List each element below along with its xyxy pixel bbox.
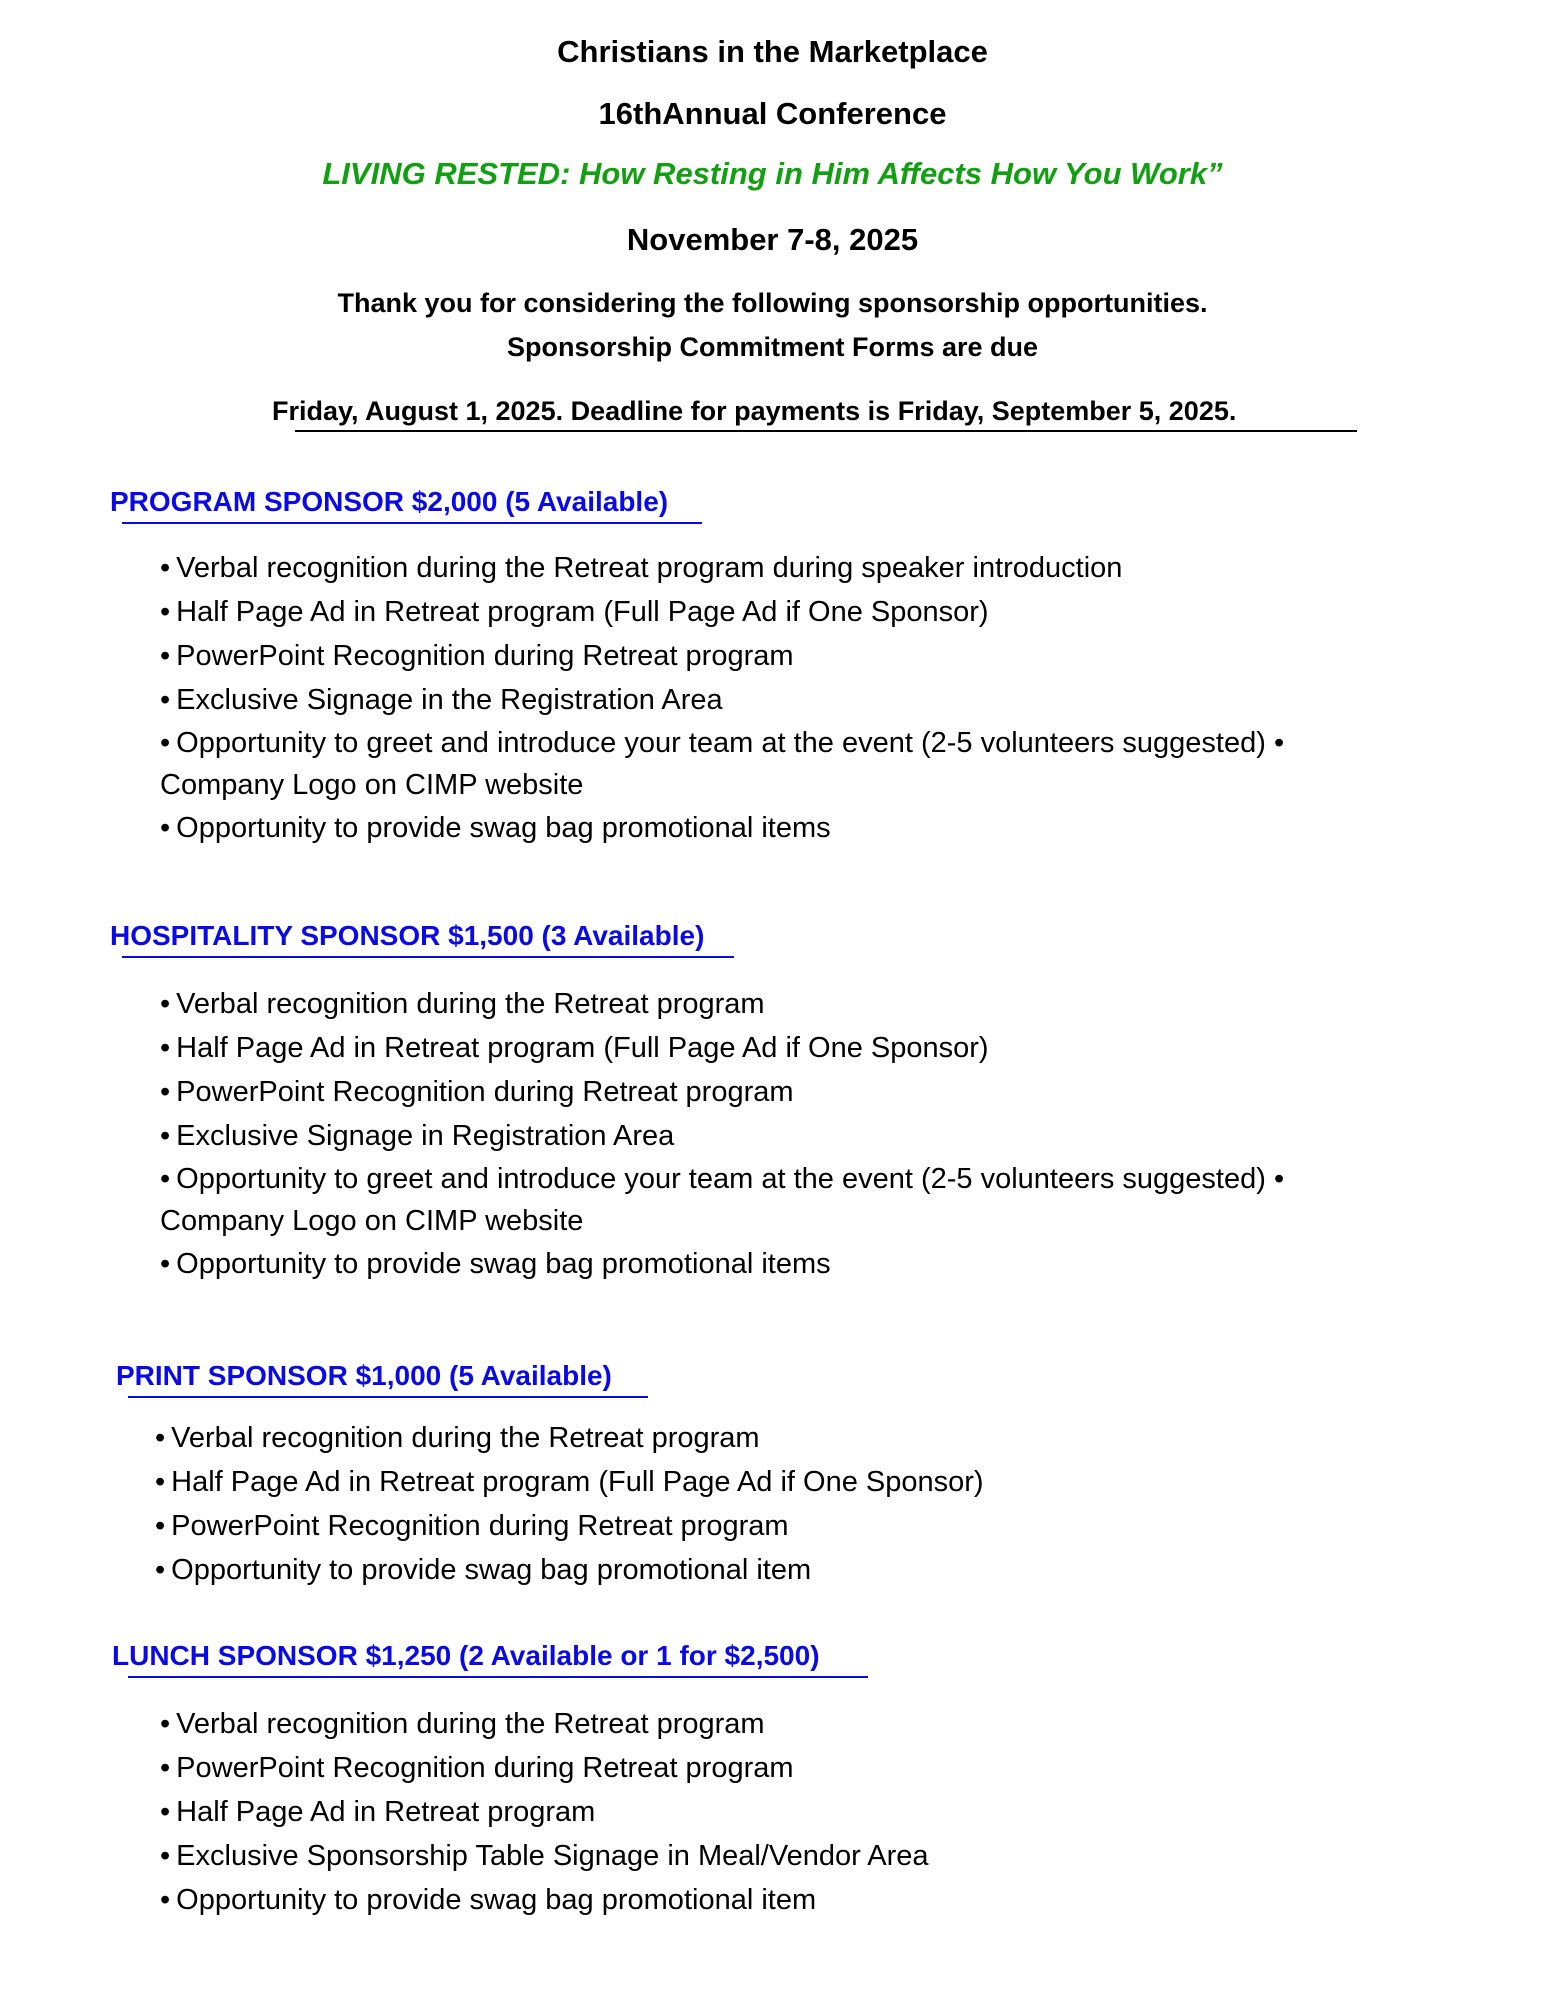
bullet-icon: • (160, 1796, 171, 1828)
bullet-icon: • (160, 727, 171, 759)
benefit-text: Half Page Ad in Retreat program (176, 1796, 596, 1828)
benefit-item (160, 806, 1300, 850)
benefit-text: Opportunity to greet and introduce your team at the event (2-5 volunteers suggested) • Company Logo on CIMP website (160, 727, 1285, 801)
heading-underline (128, 1396, 648, 1398)
benefit-text: Verbal recognition during the Retreat program (176, 1708, 765, 1740)
benefit-item (160, 546, 1300, 590)
benefit-text: Exclusive Signage in the Registration Area (176, 684, 723, 716)
benefit-text: Opportunity to greet and introduce your team at the event (2-5 volunteers suggested) • Company Logo on CIMP website (160, 1163, 1285, 1237)
benefit-item (160, 1790, 929, 1834)
bullet-icon: • (160, 1032, 171, 1064)
deadline-underline (295, 430, 1357, 432)
bullet-icon: • (160, 1076, 171, 1108)
benefit-item (160, 1070, 1300, 1114)
conference-theme: LIVING RESTED: How Resting in Him Affects How You Work” (322, 156, 1223, 191)
benefit-text: Verbal recognition during the Retreat program during speaker introduction (176, 552, 1123, 584)
bullet-icon: • (160, 1120, 171, 1152)
benefit-text: Opportunity to provide swag bag promotional item (171, 1554, 812, 1586)
benefit-item (160, 678, 1300, 722)
benefit-item (160, 590, 1300, 634)
benefit-text: Opportunity to provide swag bag promotional items (176, 812, 831, 844)
benefit-list (160, 1702, 929, 1922)
benefit-text: Half Page Ad in Retreat program (Full Page Ad if One Sponsor) (171, 1466, 984, 1498)
benefit-item (160, 1026, 1300, 1070)
benefit-item (160, 722, 1300, 806)
bullet-icon: • (160, 1884, 171, 1916)
benefit-item (160, 634, 1300, 678)
bullet-icon: • (160, 988, 171, 1020)
benefit-text: Verbal recognition during the Retreat program (176, 988, 765, 1020)
bullet-icon: • (160, 1752, 171, 1784)
benefit-item (160, 1158, 1300, 1242)
benefit-text: Opportunity to provide swag bag promotional item (176, 1884, 817, 1916)
bullet-icon: • (160, 1840, 171, 1872)
hospitality-sponsor-heading[interactable]: HOSPITALITY SPONSOR $1,500 (3 Available) (110, 920, 705, 951)
bullet-icon: • (160, 684, 171, 716)
bullet-icon: • (160, 1708, 171, 1740)
forms-due-text: Sponsorship Commitment Forms are due (506, 332, 1039, 362)
benefit-text: Exclusive Sponsorship Table Signage in Meal/Vendor Area (176, 1840, 929, 1872)
benefit-item (160, 1746, 929, 1790)
benefit-item (155, 1548, 984, 1592)
bullet-icon: • (155, 1466, 166, 1498)
benefit-list (160, 546, 1300, 850)
bullet-icon: • (160, 596, 171, 628)
benefit-text: PowerPoint Recognition during Retreat program (171, 1510, 789, 1542)
bullet-icon: • (160, 1248, 171, 1280)
benefit-item (160, 1114, 1300, 1158)
heading-underline (122, 956, 734, 958)
bullet-icon: • (160, 1163, 171, 1195)
benefit-text: PowerPoint Recognition during Retreat program (176, 1752, 794, 1784)
deadline-text: Friday, August 1, 2025. Deadline for payments is Friday, September 5, 2025. (272, 396, 1237, 426)
bullet-icon: • (155, 1510, 166, 1542)
benefit-text: Exclusive Signage in Registration Area (176, 1120, 675, 1152)
thank-you-text: Thank you for considering the following sponsorship opportunities. (337, 288, 1208, 318)
bullet-icon: • (155, 1422, 166, 1454)
bullet-icon: • (160, 812, 171, 844)
benefit-text: Opportunity to provide swag bag promotional items (176, 1248, 831, 1280)
benefit-list (160, 982, 1300, 1286)
benefit-text: Half Page Ad in Retreat program (Full Page Ad if One Sponsor) (176, 596, 989, 628)
event-date: November 7-8, 2025 (626, 222, 919, 257)
print-sponsor-heading[interactable]: PRINT SPONSOR $1,000 (5 Available) (116, 1360, 612, 1391)
benefit-item (155, 1504, 984, 1548)
benefit-list (155, 1416, 984, 1592)
benefit-item (160, 982, 1300, 1026)
bullet-icon: • (155, 1554, 166, 1586)
organization-title: Christians in the Marketplace (557, 34, 988, 69)
benefit-text: PowerPoint Recognition during Retreat program (176, 1076, 794, 1108)
heading-underline (128, 1676, 868, 1678)
benefit-text: Half Page Ad in Retreat program (Full Page Ad if One Sponsor) (176, 1032, 989, 1064)
benefit-item (160, 1242, 1300, 1286)
benefit-item (160, 1702, 929, 1746)
benefit-item (160, 1834, 929, 1878)
benefit-item (155, 1416, 984, 1460)
benefit-item (160, 1878, 929, 1922)
bullet-icon: • (160, 552, 171, 584)
conference-title: 16thAnnual Conference (598, 96, 947, 131)
benefit-text: PowerPoint Recognition during Retreat program (176, 640, 794, 672)
lunch-sponsor-heading[interactable]: LUNCH SPONSOR $1,250 (2 Available or 1 for $2,500) (112, 1640, 820, 1671)
benefit-item (155, 1460, 984, 1504)
bullet-icon: • (160, 640, 171, 672)
benefit-text: Verbal recognition during the Retreat program (171, 1422, 760, 1454)
heading-underline (122, 522, 702, 524)
program-sponsor-heading[interactable]: PROGRAM SPONSOR $2,000 (5 Available) (110, 486, 669, 517)
